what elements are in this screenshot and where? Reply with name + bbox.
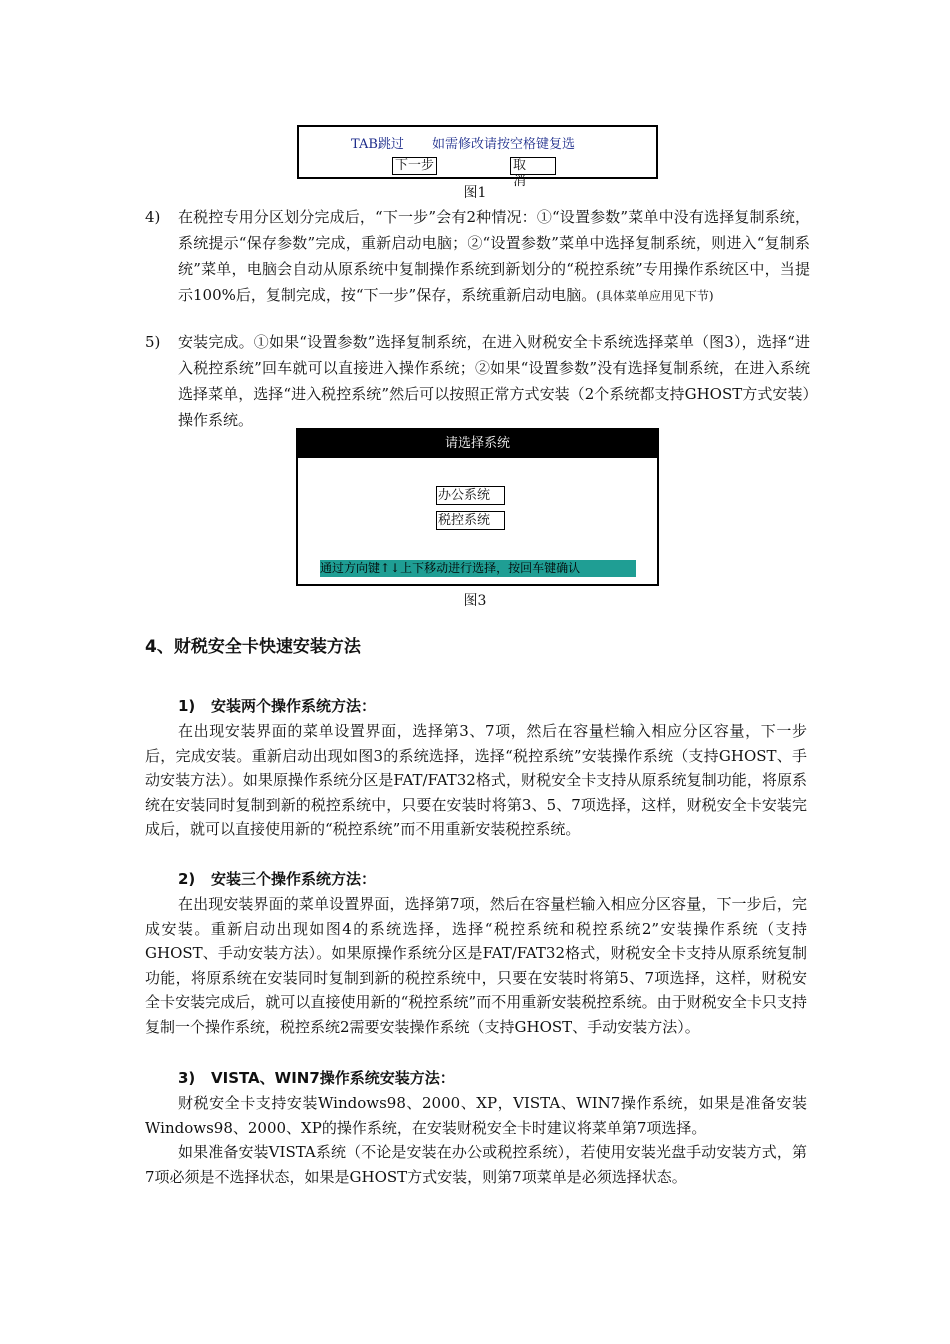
cancel-button[interactable]: 取 消 bbox=[510, 157, 556, 175]
subsection-1-paragraph: 在出现安装界面的菜单设置界面，选择第3、7项，然后在容量栏输入相应分区容量，下一步后，完成安装。重新启动出现如图3的系统选择，选择“税控系统”安装操作系统（支持GHOST、手动安装方法）。如果原操作系统分区是FAT/FAT32格式，财税安全卡支持从原系统复制功能，将原系统在安装同时复制到新的税控系统中，只要在安装时将第3、5、7项选择，这样，财税安全卡安装完成后，就可以直接使用新的“税控系统”而不用重新安装税控系统。 bbox=[145, 722, 807, 838]
section-heading: 4、财税安全卡快速安装方法 bbox=[145, 637, 361, 657]
subsection-number: 3) bbox=[178, 1069, 196, 1087]
subsection-3-paragraph-1: 财税安全卡支持安装Windows98、2000、XP，VISTA、WIN7操作系统，如果是准备安装Windows98、2000、XP的操作系统，在安装财税安全卡时建议将菜单第7项选择。 bbox=[145, 1094, 807, 1137]
subsection-1-title bbox=[178, 695, 376, 716]
subsection-3-title bbox=[178, 1067, 455, 1088]
figure-3-system-menu bbox=[296, 428, 659, 586]
menu-footer-hint: 通过方向键↑↓上下移动进行选择，按回车键确认 bbox=[320, 560, 636, 577]
figure-1-caption: 图1 bbox=[463, 185, 487, 201]
step-number: 4) bbox=[145, 208, 161, 226]
option-tax-system[interactable]: 税控系统 bbox=[436, 511, 505, 530]
subsection-title: 安装三个操作系统方法： bbox=[211, 870, 377, 888]
step-number: 5) bbox=[145, 333, 161, 351]
subsection-3-paragraph-2: 如果准备安装VISTA系统（不论是安装在办公或税控系统），若使用安装光盘手动安装方式，第7项必须是不选择状态，如果是GHOST方式安装，则第7项菜单是必须选择状态。 bbox=[145, 1143, 807, 1186]
step-note: (具体菜单应用见下节) bbox=[596, 289, 714, 303]
subsection-number: 2) bbox=[178, 870, 196, 888]
figure-1-dialog bbox=[297, 125, 658, 189]
next-button[interactable]: 下一步 bbox=[392, 157, 437, 175]
step-4 bbox=[145, 204, 810, 309]
step-text: 安装完成。①如果“设置参数”选择复制系统，在进入财税安全卡系统选择菜单（图3），选择“进入税控系统”回车就可以直接进入操作系统；②如果“设置参数”没有选择复制系统，在进入系统选择菜单，选择“进入税控系统”然后可以按照正常方式安装（2个系统都支持GHOST方式安装）操作系统。 bbox=[178, 333, 810, 429]
subsection-title: VISTA、WIN7操作系统安装方法： bbox=[211, 1069, 455, 1087]
subsection-2-title bbox=[178, 868, 376, 889]
subsection-number: 1) bbox=[178, 697, 196, 715]
menu-title: 请选择系统 bbox=[298, 430, 657, 458]
tab-skip-label: TAB跳过 bbox=[351, 137, 404, 152]
step-text: 在税控专用分区划分完成后，“下一步”会有2种情况：①“设置参数”菜单中没有选择复制系统，系统提示“保存参数”完成，重新启动电脑；②“设置参数”菜单中选择复制系统，则进入“复制系统”菜单，电脑会自动从原系统中复制操作系统到新划分的“税控系统”专用操作系统区中，当提示100%后，复制完成，按“下一步”保存，系统重新启动电脑。 bbox=[178, 208, 810, 304]
subsection-title: 安装两个操作系统方法： bbox=[211, 697, 377, 715]
option-office-system[interactable]: 办公系统 bbox=[436, 486, 505, 505]
subsection-2-paragraph: 在出现安装界面的菜单设置界面，选择第7项，然后在容量栏输入相应分区容量，下一步后，完成安装。重新启动出现如图4的系统选择，选择“税控系统和税控系统2”安装操作系统（支持GHOST、手动安装方法）。如果原操作系统分区是FAT/FAT32格式，财税安全卡支持从原系统复制功能，将原系统在安装同时复制到新的税控系统中，只要在安装时将第5、7项选择，这样，财税安全卡安装完成后，就可以直接使用新的“税控系统”而不用重新安装税控系统。由于财税安全卡只支持复制一个操作系统，税控系统2需要安装操作系统（支持GHOST、手动安装方法）。 bbox=[145, 895, 807, 1036]
reselect-hint: 如需修改请按空格键复选 bbox=[432, 137, 576, 152]
figure-3-caption: 图3 bbox=[463, 593, 487, 609]
step-5 bbox=[145, 329, 810, 433]
